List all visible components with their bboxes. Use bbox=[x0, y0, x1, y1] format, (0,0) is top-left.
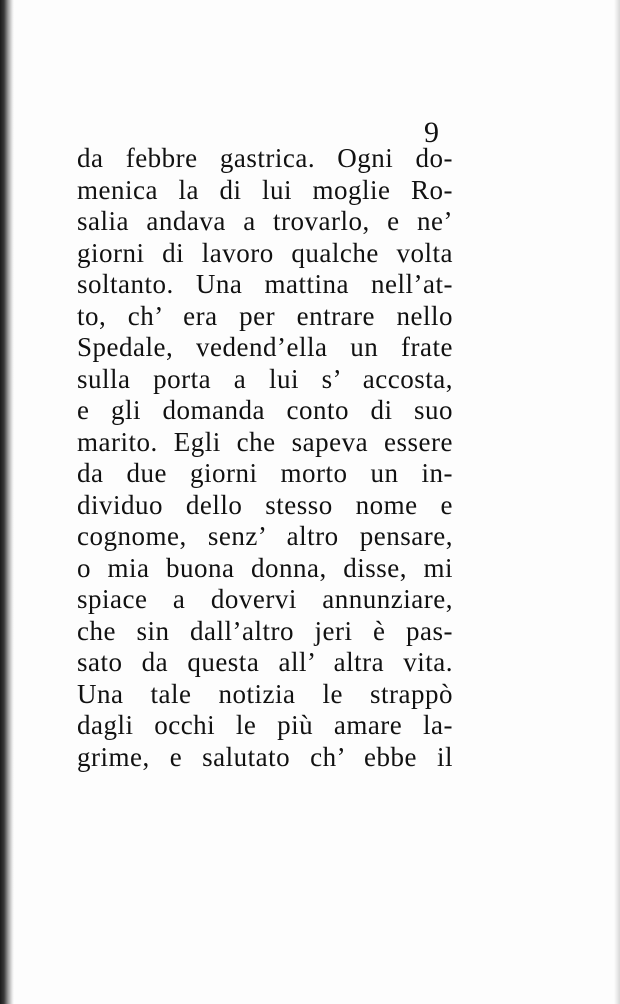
text-line: giorni di lavoro qualche volta bbox=[77, 237, 453, 268]
text-line: Spedale, vedend’ella un frate bbox=[77, 332, 453, 362]
text-line: sato da questa all’ altra vita. bbox=[77, 647, 453, 677]
text-line: marito. Egli che sapeva essere bbox=[77, 426, 453, 457]
text-line: che sin dall’altro jeri è pas- bbox=[77, 615, 453, 646]
page-right-edge bbox=[614, 0, 620, 1004]
text-line: da febbre gastrica. Ogni do- bbox=[77, 143, 453, 173]
text-line: salia andava a trovarlo, e ne’ bbox=[77, 206, 453, 236]
text-line: da due giorni morto un in- bbox=[77, 458, 453, 488]
body-text bbox=[77, 143, 453, 773]
page-number: 9 bbox=[424, 116, 439, 149]
text-line: dagli occhi le più amare la- bbox=[77, 710, 453, 740]
text-line: cognome, senz’ altro pensare, bbox=[77, 521, 453, 551]
text-line: o mia buona donna, disse, mi bbox=[77, 552, 453, 583]
text-line: soltanto. Una mattina nell’at- bbox=[77, 269, 453, 299]
text-line: menica la di lui moglie Ro- bbox=[77, 174, 453, 205]
text-line: e gli domanda conto di suo bbox=[77, 395, 453, 425]
text-line: grime, e salutato ch’ ebbe il bbox=[77, 741, 453, 772]
text-line: sulla porta a lui s’ accosta, bbox=[77, 363, 453, 394]
text-line: spiace a dovervi annunziare, bbox=[77, 584, 453, 614]
text-line: Una tale notizia le strappò bbox=[77, 678, 453, 709]
text-line: dividuo dello stesso nome e bbox=[77, 489, 453, 520]
page-binding-edge bbox=[0, 0, 14, 1004]
text-line: to, ch’ era per entrare nello bbox=[77, 300, 453, 331]
